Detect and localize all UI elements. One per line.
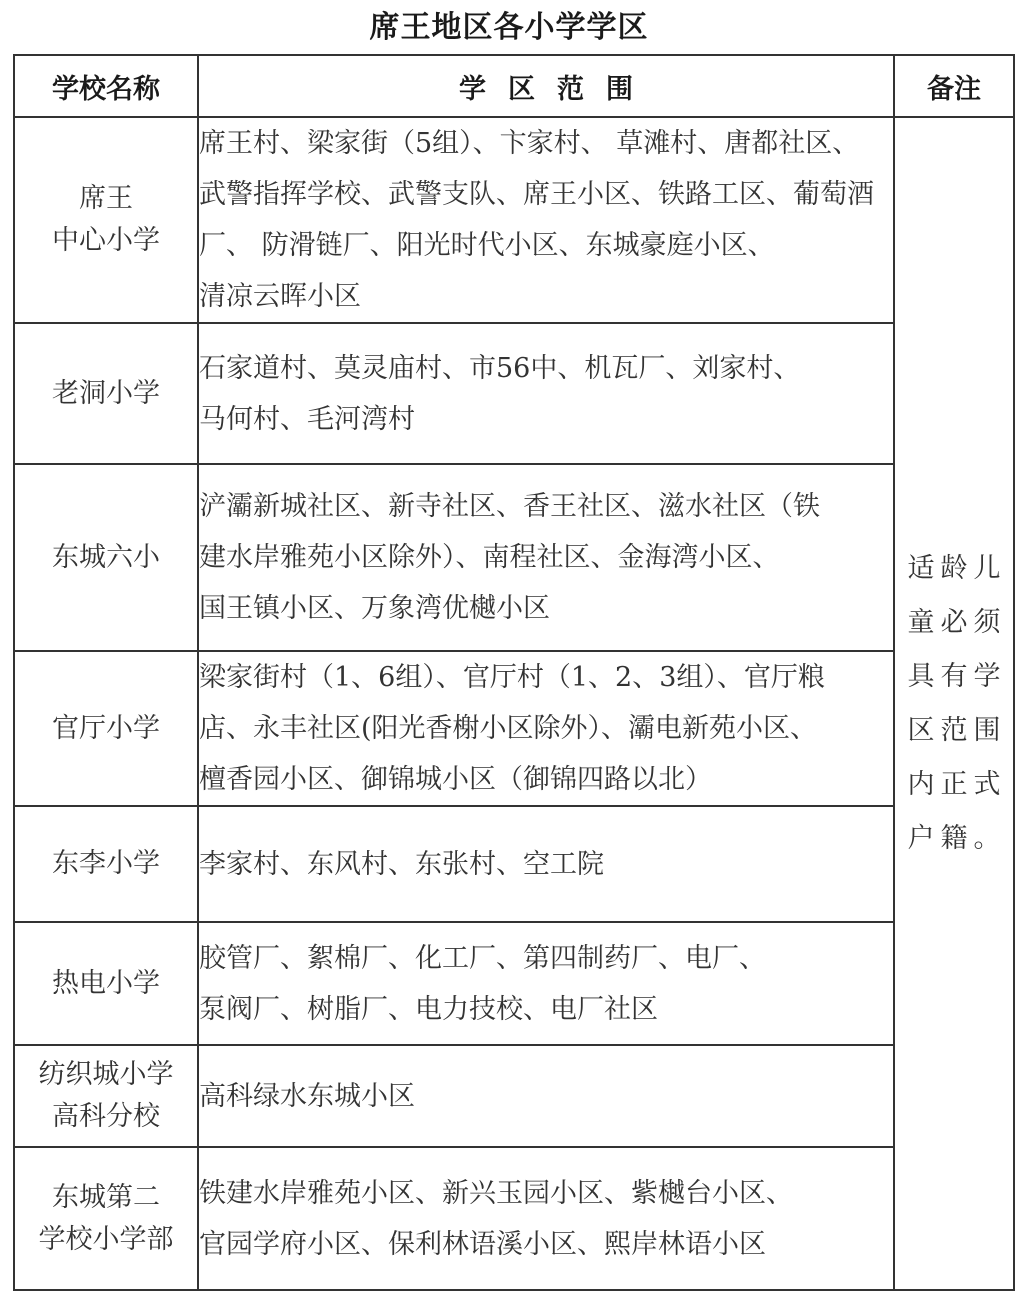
school-name-line: 官厅小学 — [52, 712, 160, 744]
district-range-cell — [198, 117, 894, 323]
note-line: 内正式 — [907, 768, 1007, 800]
district-range-cell — [198, 922, 894, 1045]
school-name-cell — [14, 806, 198, 922]
table-row — [14, 922, 1014, 1045]
district-range-line: 厂、 防滑链厂、阳光时代小区、东城豪庭小区、 — [199, 230, 775, 261]
note-line: 童必须 — [907, 606, 1007, 638]
district-range-line: 店、永丰社区(阳光香榭小区除外）、灞电新苑小区、 — [199, 713, 818, 744]
school-name-cell — [14, 117, 198, 323]
district-range-line: 国王镇小区、万象湾优樾小区 — [199, 593, 550, 624]
district-range-cell — [198, 651, 894, 806]
table-row — [14, 806, 1014, 922]
district-range-line: 浐灞新城社区、新寺社区、香王社区、滋水社区（铁 — [199, 491, 820, 522]
school-name-line: 热电小学 — [52, 967, 160, 999]
table-header-row — [14, 55, 1014, 117]
table-row — [14, 323, 1014, 464]
district-range-line: 李家村、东风村、东张村、空工院 — [199, 848, 604, 880]
school-name-cell — [14, 323, 198, 464]
school-name-line: 中心小学 — [52, 225, 160, 256]
school-name-cell — [14, 1147, 198, 1290]
district-range-line: 清凉云晖小区 — [199, 281, 361, 312]
district-range-line: 胶管厂、絮棉厂、化工厂、第四制药厂、电厂、 — [199, 942, 766, 974]
district-range-cell — [198, 323, 894, 464]
school-name-cell — [14, 922, 198, 1045]
header-school-name: 学校名称 — [14, 55, 198, 117]
note-line: 区范围 — [907, 714, 1007, 746]
note-line: 具有学 — [907, 660, 1007, 692]
school-name-cell — [14, 1045, 198, 1147]
district-range-cell — [198, 1045, 894, 1147]
school-name-cell — [14, 464, 198, 651]
note-cell — [894, 117, 1014, 1290]
school-name-line: 席王 — [79, 183, 133, 214]
school-name-line: 东城六小 — [52, 541, 160, 573]
table-row — [14, 464, 1014, 651]
header-note: 备注 — [894, 55, 1014, 117]
district-range-line: 石家道村、莫灵庙村、市56中、机瓦厂、刘家村、 — [199, 352, 801, 384]
table-row — [14, 1147, 1014, 1290]
district-range-line: 建水岸雅苑小区除外）、南程社区、金海湾小区、 — [199, 542, 780, 573]
district-range-line: 官园学府小区、保利林语溪小区、熙岸林语小区 — [199, 1228, 766, 1260]
school-name-line: 东城第二 — [52, 1181, 160, 1213]
school-name-cell — [14, 651, 198, 806]
district-range-line: 席王村、梁家街（5组）、卞家村、 草滩村、唐都社区、 — [199, 128, 860, 159]
district-range-line: 武警指挥学校、武警支队、席王小区、铁路工区、葡萄酒 — [199, 179, 874, 210]
district-range-line: 铁建水岸雅苑小区、新兴玉园小区、紫樾台小区、 — [199, 1177, 793, 1209]
table-row — [14, 651, 1014, 806]
district-range-line: 梁家街村（1、6组）、官厅村（1、2、3组）、官厅粮 — [199, 662, 825, 693]
district-range-line: 檀香园小区、御锦城小区（御锦四路以北） — [199, 764, 712, 795]
district-range-cell — [198, 464, 894, 651]
table-row — [14, 117, 1014, 323]
school-name-line: 东李小学 — [52, 848, 160, 879]
district-range-cell — [198, 806, 894, 922]
school-district-table — [13, 54, 1015, 1291]
school-name-line: 纺织城小学 — [38, 1059, 174, 1090]
note-line: 户籍。 — [907, 822, 1007, 854]
district-range-cell — [198, 1147, 894, 1290]
note-line: 适龄儿 — [907, 552, 1007, 584]
district-range-line: 泵阀厂、树脂厂、电力技校、电厂社区 — [199, 993, 658, 1025]
header-district-range: 学区范围 — [198, 55, 894, 117]
school-name-line: 高科分校 — [52, 1101, 160, 1132]
school-name-line: 老洞小学 — [52, 377, 160, 409]
district-range-line: 高科绿水东城小区 — [199, 1080, 415, 1112]
table-row — [14, 1045, 1014, 1147]
district-range-line: 马何村、毛河湾村 — [199, 403, 415, 435]
school-name-line: 学校小学部 — [38, 1223, 174, 1255]
page-title: 席王地区各小学学区 — [369, 10, 649, 45]
